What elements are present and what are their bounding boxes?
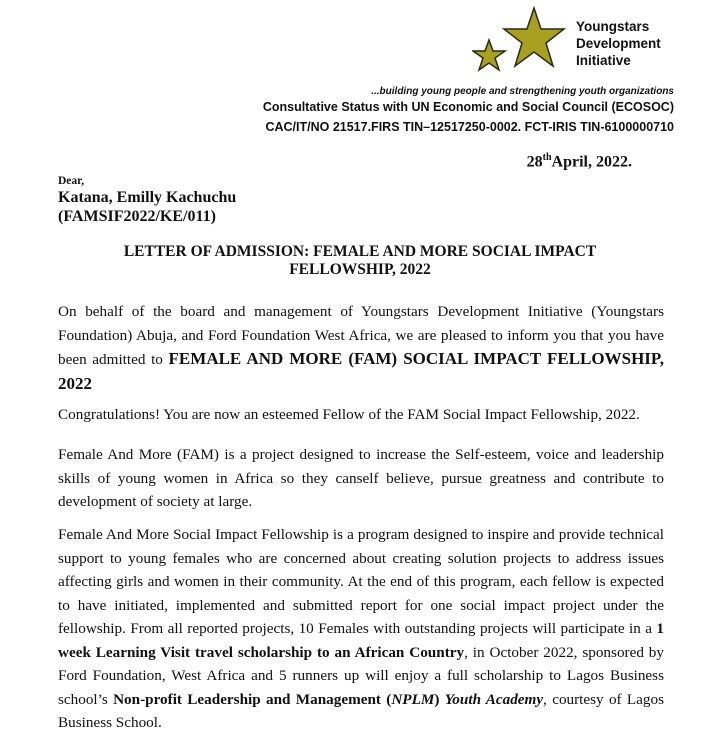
paragraph-congratulations: Congratulations! You are now an esteemed Fellow of the FAM Social Impact Fellowship, 2022. xyxy=(58,406,640,423)
org-name xyxy=(576,18,661,69)
org-name-line: Youngstars xyxy=(576,19,650,34)
small-star-icon xyxy=(473,40,505,70)
org-name-line: Development xyxy=(576,36,661,51)
p1-text: On behalf of the board and management of Youngstars Development Initiative (Youngstars Foundation) Abuja, and Ford Foundation West Africa, we are pleased to inform you that you have been admitted to xyxy=(58,303,664,368)
letter-date xyxy=(527,152,632,171)
paragraph-admission xyxy=(58,300,664,396)
recipient-name: Katana, Emilly Kachuchu xyxy=(58,189,237,206)
p4-text: , in October 2022, sponsored by Ford Foundation, West Africa and 5 runners up will enjoy a full scholarship to Lagos Business school’s xyxy=(58,643,664,708)
recipient-reference: (FAMSIF2022/KE/011) xyxy=(58,208,216,225)
nplm-abbrev: NPLM xyxy=(391,690,435,708)
subject-line: LETTER OF ADMISSION: FEMALE AND MORE SOCIAL IMPACT xyxy=(123,243,597,260)
p4-text: Female And More Social Impact Fellowship is a program designed to inspire and provide technical support to young females who are concerned about creating solution projects to address issues affecting girls and women in their community. At the end of this program, each fellow is expected to have initiated, implemented and submitted report for one social impact project under the fellowship. From all reported projects, 10 Females with outstanding projects will participate in a xyxy=(58,526,664,637)
paragraph-about-fam: Female And More (FAM) is a project designed to increase the Self-esteem, voice and leadership skills of young women in Africa so they canself believe, pursue greatness and contribute to development of society at large. xyxy=(58,446,664,510)
salutation: Dear, xyxy=(58,175,85,187)
ecosoc-status: Consultative Status with UN Economic and Social Council (ECOSOC) xyxy=(262,100,674,114)
paragraph-program-details xyxy=(58,523,664,735)
org-name-line: Initiative xyxy=(576,53,631,68)
date-suffix: th xyxy=(542,152,552,163)
p4-text: , courtesy of Lagos Business School. xyxy=(58,690,665,731)
large-star-icon xyxy=(504,8,564,66)
date-day: 28 xyxy=(526,153,543,171)
registration-numbers: CAC/IT/NO 21517.FIRS TIN–12517250-0002. FCT-IRIS TIN-6100000710 xyxy=(265,120,674,134)
date-rest: April, 2022. xyxy=(551,153,632,171)
travel-scholarship: 1 week Learning Visit travel scholarship to an African Country xyxy=(58,620,664,661)
fellowship-name: FEMALE AND MORE (FAM) SOCIAL IMPACT FELLOWSHIP, 2022 xyxy=(58,349,664,393)
letter-subject xyxy=(60,243,660,279)
youngstars-logo xyxy=(472,6,572,76)
youth-academy: Youth Academy xyxy=(444,690,544,708)
tagline: ...building young people and strengthening youth organizations xyxy=(371,86,674,97)
subject-line: FELLOWSHIP, 2022 xyxy=(289,261,431,278)
nplm-close: ) xyxy=(434,690,445,708)
nplm-program: Non-profit Leadership and Management ( xyxy=(113,690,392,708)
